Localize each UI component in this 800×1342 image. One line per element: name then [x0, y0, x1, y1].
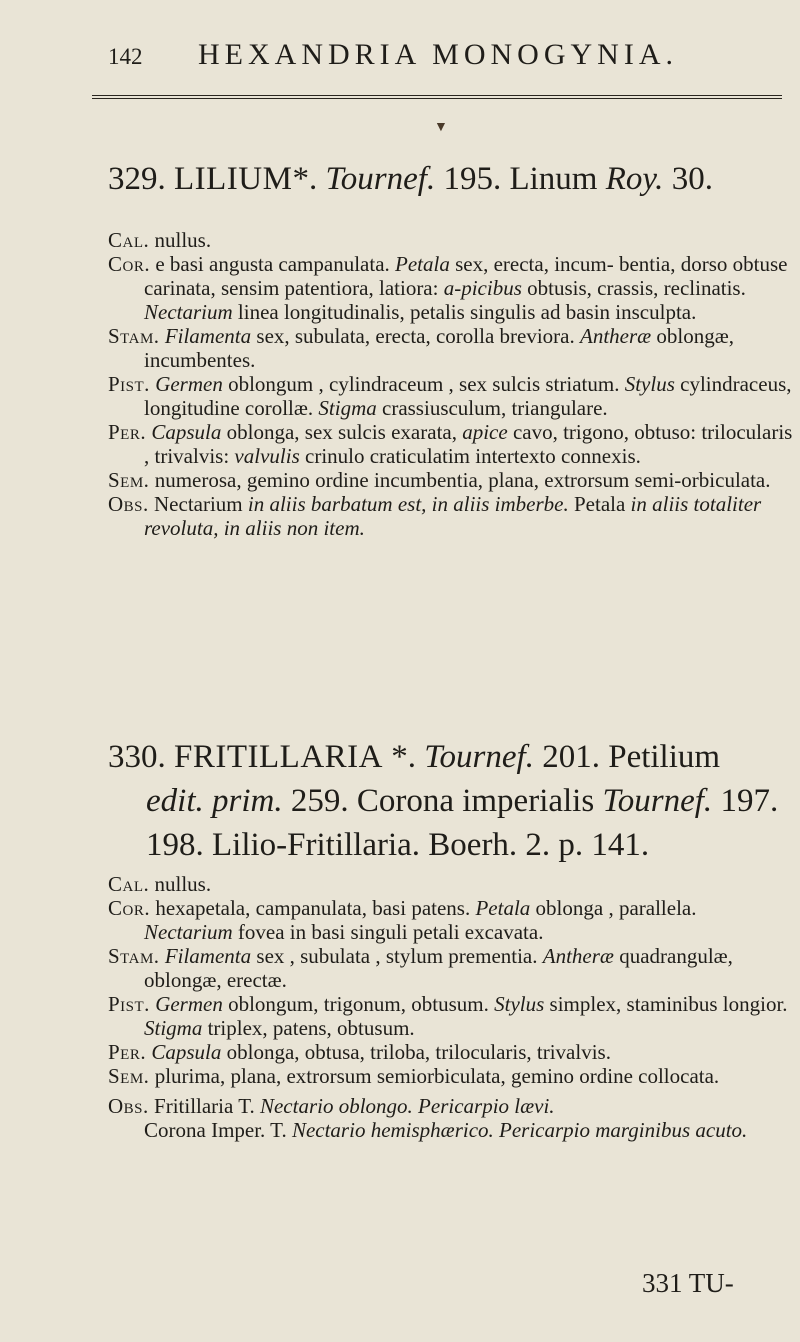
page-header	[108, 32, 788, 82]
observation-entry	[108, 492, 798, 540]
antherae-term: Antheræ	[580, 324, 652, 348]
apicibus-term: picibus	[461, 276, 522, 300]
stamen-text: sex, subulata, erecta, corolla breviora.	[256, 324, 575, 348]
header-rule	[92, 95, 782, 99]
capsula-term: Capsula	[151, 420, 222, 444]
pericarp-label: Per.	[108, 420, 147, 444]
reference-author: Tournef.	[602, 783, 713, 819]
pistil-label: Pist.	[108, 992, 150, 1016]
calyx-label: Cal.	[108, 872, 150, 896]
stamen-text: oblongæ, incumbentes.	[144, 324, 735, 372]
stamen-text: sex , subulata , stylum prementia.	[256, 944, 538, 968]
reference-author: Tournef.	[424, 739, 534, 775]
stigma-term: Stigma	[318, 396, 377, 420]
observation-text: Nectarium	[154, 492, 243, 516]
observation-entry	[108, 1094, 798, 1118]
stamen-text: quadrangulæ, oblongæ, erectæ.	[144, 944, 733, 992]
capsula-term: Capsula	[151, 1040, 222, 1064]
seed-entry	[108, 1064, 798, 1088]
corolla-text: sex, erecta, incum-	[455, 252, 614, 276]
pericarp-label: Per.	[108, 1040, 147, 1064]
nectarium-term: Nectarium	[144, 300, 233, 324]
synonym: Corona imperialis	[356, 783, 595, 819]
synonym: Lilio-Fritillaria. Boerh. 2. p. 141.	[212, 827, 650, 863]
pistil-entry	[108, 372, 798, 420]
observation-text: in aliis totaliter revoluta, in aliis non item.	[144, 492, 762, 540]
reference-author: edit. prim.	[146, 783, 283, 819]
seed-entry	[108, 468, 798, 492]
stamen-label: Stam.	[108, 324, 160, 348]
genus-number: 330.	[108, 739, 166, 775]
running-title: HEXANDRIA MONOGYNIA.	[198, 38, 678, 71]
germen-term: Germen	[155, 992, 223, 1016]
observation-text: in aliis barbatum est, in aliis imberbe.	[247, 492, 569, 516]
nectarium-entry	[108, 300, 798, 324]
seed-text: plurima, plana, extrorsum semiorbiculata, gemino ordine collocata.	[154, 1064, 720, 1088]
stamen-entry	[108, 944, 798, 992]
pistil-entry	[108, 992, 798, 1040]
synonym: Petilium	[608, 739, 721, 775]
genus-star: *.	[292, 161, 318, 197]
nectarium-entry	[108, 920, 798, 944]
corolla-label: Cor.	[108, 252, 151, 276]
reference-author: Tournef.	[325, 161, 436, 197]
corolla-text: oblonga , parallela.	[535, 896, 697, 920]
stigma-term: Stigma	[144, 1016, 203, 1040]
observation-text: Fritillaria T.	[154, 1094, 255, 1118]
corolla-entry	[108, 252, 798, 300]
reference-author: Roy.	[605, 161, 664, 197]
observation-label: Obs.	[108, 492, 149, 516]
nectarium-text: linea longitudinalis, petalis singulis ad basin insculpta.	[237, 300, 697, 324]
germen-term: Germen	[155, 372, 223, 396]
synonym: Linum	[509, 161, 598, 197]
observation-text: Nectario hemisphærico. Pericarpio marginibus acuto.	[291, 1118, 748, 1142]
genus-330-description	[108, 872, 798, 1142]
observation-entry	[108, 1118, 798, 1142]
genus-number: 329.	[108, 161, 166, 197]
reference-number: 195.	[443, 161, 502, 197]
reference-number: 198.	[146, 827, 204, 863]
antherae-term: Antheræ	[542, 944, 614, 968]
filamenta-term: Filamenta	[164, 944, 252, 968]
seed-text: numerosa, gemino ordine incumbentia, plana, extrorsum semi-orbiculata.	[154, 468, 771, 492]
observation-text: Corona Imper. T.	[144, 1118, 287, 1142]
corolla-text: obtusis, crassis, reclinatis.	[527, 276, 746, 300]
catchword: 331 TU-	[642, 1268, 734, 1298]
petala-term: Petala	[475, 896, 531, 920]
corolla-text: e basi angusta campanulata.	[155, 252, 390, 276]
reference-number: 30.	[671, 161, 713, 197]
calyx-entry	[108, 872, 798, 896]
filamenta-term: Filamenta	[164, 324, 252, 348]
seed-label: Sem.	[108, 1064, 150, 1088]
nectarium-text: fovea in basi singuli petali excavata.	[237, 920, 544, 944]
corolla-label: Cor.	[108, 896, 151, 920]
stamen-label: Stam.	[108, 944, 160, 968]
stamen-entry	[108, 324, 798, 372]
calyx-text: nullus.	[154, 228, 212, 252]
pericarp-text: oblonga, sex sulcis exarata,	[226, 420, 457, 444]
calyx-text: nullus.	[154, 872, 212, 896]
genus-329-heading	[108, 157, 788, 201]
observation-label: Obs.	[108, 1094, 149, 1118]
corolla-text: a-	[443, 276, 462, 300]
calyx-entry	[108, 228, 798, 252]
seed-label: Sem.	[108, 468, 150, 492]
pericarp-text: cavo, trigono, obtuso: trilocularis , trivalvis:	[144, 420, 793, 468]
genus-329-description	[108, 228, 798, 540]
genus-name: FRITILLARIA	[174, 739, 383, 775]
stylus-term: Stylus	[624, 372, 675, 396]
genus-330-heading	[108, 735, 788, 867]
pistil-text: cylindraceus, longitudine corollæ.	[144, 372, 792, 420]
genus-star: *.	[391, 739, 416, 775]
reference-number: 259.	[290, 783, 349, 819]
reference-number: 201.	[542, 739, 600, 775]
petala-term: Petala	[395, 252, 450, 276]
nectarium-term: Nectarium	[144, 920, 233, 944]
pistil-text: triplex, patens, obtusum.	[207, 1016, 415, 1040]
observation-text: Nectario oblongo. Pericarpio lævi.	[259, 1094, 555, 1118]
corolla-entry	[108, 896, 798, 920]
pericarp-text: crinulo craticulatim intertexto connexis.	[305, 444, 641, 468]
reference-number: 197.	[720, 783, 779, 819]
pistil-text: oblongum, trigonum, obtusum.	[228, 992, 489, 1016]
valvulis-term: valvulis	[234, 444, 300, 468]
genus-name: LILIUM	[174, 161, 293, 197]
stylus-term: Stylus	[494, 992, 545, 1016]
observation-text: Petala	[573, 492, 626, 516]
pericarp-entry	[108, 1040, 798, 1064]
pistil-text: simplex, staminibus longior.	[549, 992, 788, 1016]
apice-term: apice	[462, 420, 508, 444]
calyx-label: Cal.	[108, 228, 150, 252]
page-number: 142	[108, 44, 143, 69]
ornament-mark: ▼	[434, 120, 448, 135]
pericarp-text: oblonga, obtusa, triloba, trilocularis, trivalvis.	[226, 1040, 611, 1064]
pericarp-entry	[108, 420, 798, 468]
corolla-text: hexapetala, campanulata, basi patens.	[155, 896, 471, 920]
pistil-label: Pist.	[108, 372, 150, 396]
pistil-text: crassiusculum, triangulare.	[382, 396, 608, 420]
pistil-text: oblongum , cylindraceum , sex sulcis striatum.	[228, 372, 620, 396]
corolla-text: bentia, dorso obtuse carinata, sensim patentiora, latiora:	[144, 252, 788, 300]
